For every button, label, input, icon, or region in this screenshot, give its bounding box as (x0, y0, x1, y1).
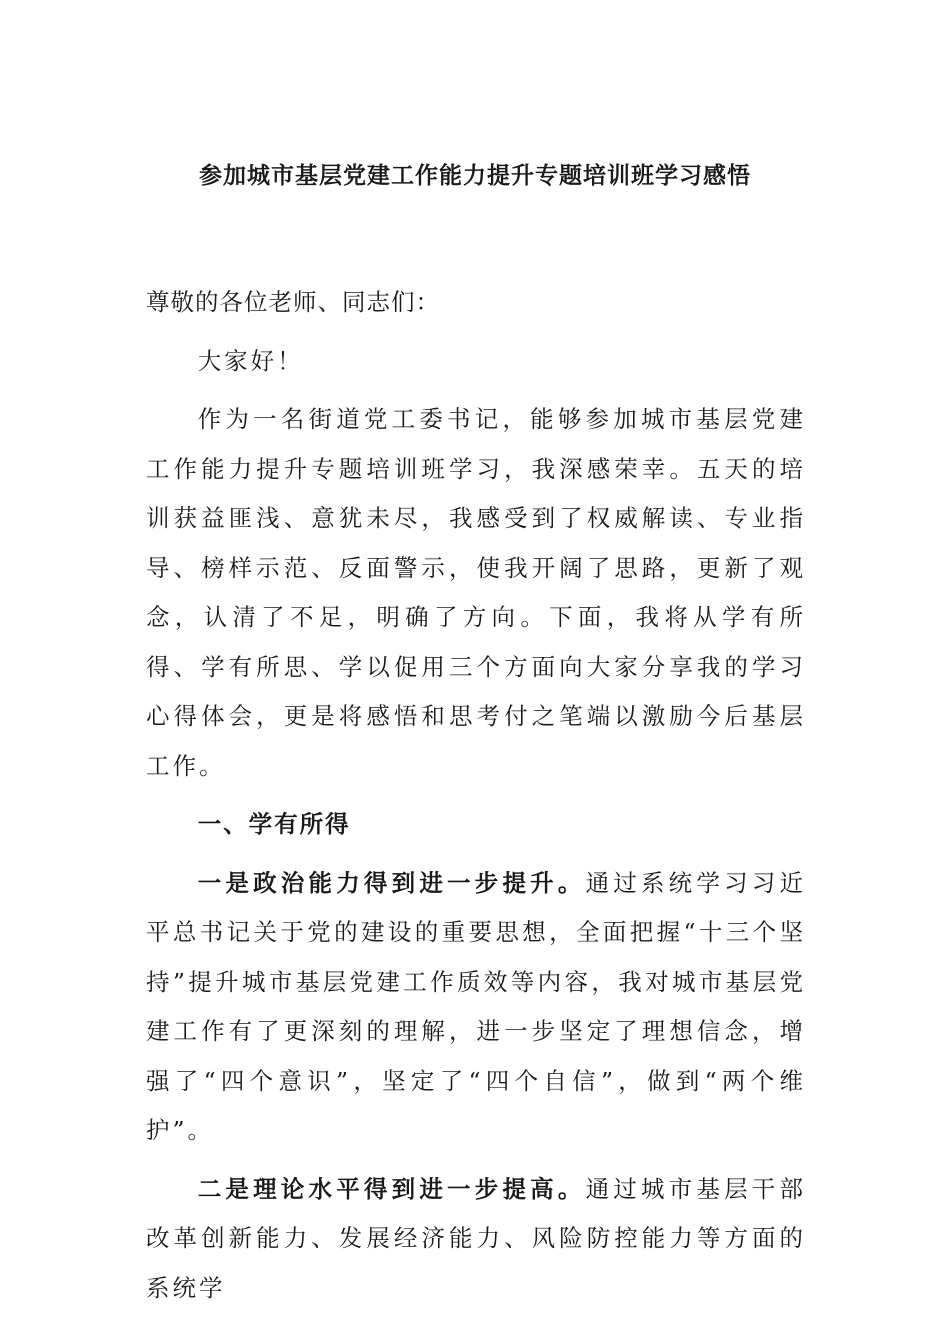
document-body (146, 278, 806, 1322)
point-2-paragraph (146, 1165, 806, 1314)
point-2-lead: 二是理论水平得到进一步提高。 (197, 1174, 586, 1203)
greeting: 大家好！ (197, 346, 304, 375)
intro-paragraph: 作为一名街道党工委书记，能够参加城市基层党建工作能力提升专题培训班学习，我深感荣幸。五天的培训获益匪浅、意犹未尽，我感受到了权威解读、专业指导、榜样示范、反面警示，使我开阔了思路，更新了观念，认清了不足，明确了方向。下面，我将从学有所得、学有所思、学以促用三个方面向大家分享我的学习心得体会，更是将感悟和思考付之笔端以激励今后基层工作。 (146, 405, 806, 780)
salutation: 尊敬的各位老师、同志们： (146, 288, 440, 316)
point-1-lead: 一是政治能力得到进一步提升。 (197, 868, 586, 897)
section-heading-1: 一、学有所得 (197, 810, 351, 838)
point-1-body: 通过系统学习习近平总书记关于党的建设的重要思想，全面把握“十三个坚持”提升城市基层党建工作质效等内容，我对城市基层党建工作有了更深刻的理解，进一步坚定了理想信念，增强了“四个意识”，坚定了“四个自信”，做到“两个维护”。 (146, 868, 806, 1144)
point-1-paragraph (146, 859, 806, 1156)
point-2-body: 通过城市基层干部改革创新能力、发展经济能力、风险防控能力等方面的系统学 (146, 1174, 806, 1302)
document-title: 参加城市基层党建工作能力提升专题培训班学习感悟 (199, 162, 751, 189)
